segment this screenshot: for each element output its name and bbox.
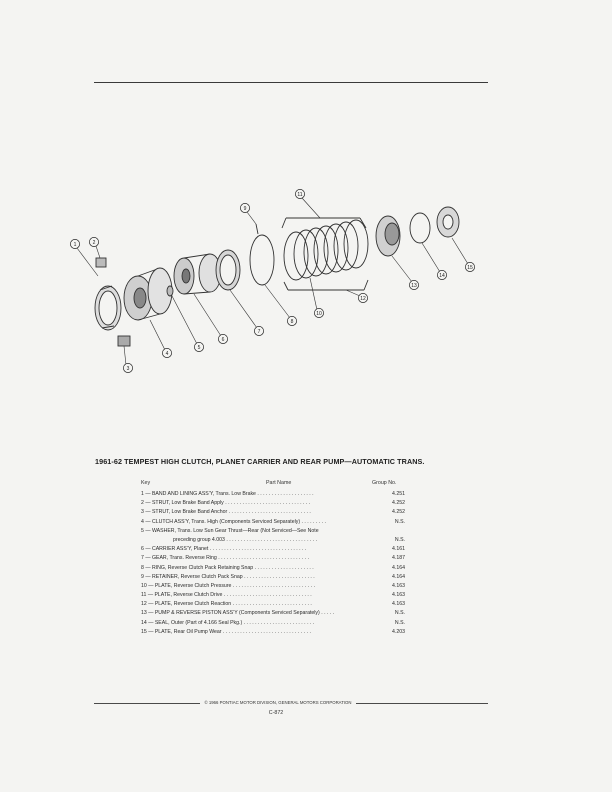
parts-row	[141, 619, 405, 628]
snap-retainer	[256, 224, 258, 234]
page-number: C-872	[268, 710, 284, 716]
part-description: 9 — RETAINER, Reverse Clutch Pack Snap . . . . . . . . . . . . . . . . . . . . . . . . .	[141, 573, 315, 580]
parts-row	[141, 564, 405, 573]
callout-number: 3	[126, 365, 130, 372]
callout-number: 4	[165, 350, 169, 357]
part-description: 2 — STRUT, Low Brake Band Apply . . . . . . . . . . . . . . . . . . . . . . . . . . . . . .	[141, 500, 311, 507]
part-group-number: 4.163	[392, 582, 405, 589]
copyright-footer: © 1966 PONTIAC MOTOR DIVISION, GENERAL MOTORS CORPORATION	[204, 700, 352, 705]
callout-number: 9	[243, 205, 247, 212]
part-description: 12 — PLATE, Reverse Clutch Reaction . . . . . . . . . . . . . . . . . . . . . . . . . . . .	[141, 601, 312, 608]
part-group-number: 4.163	[392, 601, 405, 608]
parts-row	[141, 591, 405, 600]
strut-apply	[96, 258, 106, 267]
retaining-snap-ring	[250, 235, 274, 285]
column-header-group-no: Group No.	[372, 480, 397, 486]
callout-number: 5	[197, 344, 201, 351]
callout-number: 6	[221, 336, 225, 343]
reverse-ring-gear	[216, 250, 240, 290]
parts-row	[141, 582, 405, 591]
part-description: 1 — BAND AND LINING ASS’Y, Trans. Low Brake . . . . . . . . . . . . . . . . . . . .	[141, 491, 314, 497]
part-description: 7 — GEAR, Trans. Reverse Ring . . . . . . . . . . . . . . . . . . . . . . . . . . . . . . . .	[141, 555, 310, 562]
callout-number: 11	[297, 191, 303, 198]
footer-rule-left	[94, 703, 200, 704]
rear-pump-wear-plate	[437, 207, 459, 237]
figure-caption: 1961-62 TEMPEST HIGH CLUTCH, PLANET CARRIER AND REAR PUMP—AUTOMATIC TRANS.	[95, 457, 425, 466]
part-description: 6 — CARRIER ASS’Y, Planet . . . . . . . . . . . . . . . . . . . . . . . . . . . . . . . . . .	[141, 546, 307, 553]
part-description: 5 — WASHER, Trans. Low Sun Gear Thrust—Rear (Not Serviced—See Note	[141, 527, 319, 534]
part-description: 10 — PLATE, Reverse Clutch Pressure . . . . . . . . . . . . . . . . . . . . . . . . . . . . .	[141, 582, 316, 589]
column-header-key: Key	[141, 480, 151, 486]
parts-row	[141, 499, 405, 508]
footer-rule-right	[356, 703, 488, 704]
callout-number: 14	[439, 272, 445, 279]
parts-row	[141, 545, 405, 554]
parts-row	[141, 490, 405, 499]
part-group-number: 4.164	[392, 564, 405, 571]
parts-row	[141, 554, 405, 563]
part-group-number: N.S.	[394, 518, 405, 525]
part-description: 13 — PUMP & REVERSE PISTON ASS’Y (Components Serviced Separately) . . . . .	[141, 610, 335, 617]
part-group-number: 4.251	[392, 491, 405, 497]
callout-number: 15	[467, 264, 473, 271]
parts-row	[141, 508, 405, 517]
exploded-view-illustration	[60, 188, 490, 378]
part-description: preceding group 4.003 . . . . . . . . . . . . . . . . . . . . . . . . . . . . . . . .	[173, 536, 318, 543]
clutch-plates	[282, 218, 368, 290]
callout-number: 10	[316, 310, 322, 317]
part-description: 4 — CLUTCH ASS’Y, Trans. High (Components Serviced Separately) . . . . . . . . .	[141, 518, 326, 525]
part-group-number: 4.163	[392, 592, 405, 599]
part-group-number: 4.252	[392, 500, 405, 507]
parts-list	[141, 490, 405, 637]
part-group-number: 4.203	[392, 628, 405, 635]
parts-row	[141, 536, 405, 545]
pump-reverse-piston	[376, 216, 400, 256]
part-group-number: N.S.	[394, 536, 405, 543]
parts-row	[141, 527, 405, 536]
part-description: 8 — RING, Reverse Clutch Pack Retaining Snap . . . . . . . . . . . . . . . . . . . . .	[141, 564, 314, 571]
part-group-number: 4.164	[392, 573, 405, 580]
top-rule	[94, 82, 488, 83]
high-clutch	[124, 268, 172, 320]
parts-row	[141, 600, 405, 609]
thrust-washer	[167, 286, 173, 296]
part-group-number: 4.187	[392, 555, 405, 562]
parts-row	[141, 628, 405, 637]
callout-number: 2	[92, 239, 96, 246]
callout-number: 12	[360, 295, 366, 302]
parts-row	[141, 518, 405, 527]
band-and-lining	[95, 286, 121, 330]
callout-number: 13	[411, 282, 417, 289]
planet-carrier	[174, 254, 221, 294]
part-description: 15 — PLATE, Rear Oil Pump Wear . . . . . . . . . . . . . . . . . . . . . . . . . . . . . . .	[141, 628, 311, 635]
callout-number: 8	[290, 318, 294, 325]
callout-number: 1	[73, 241, 77, 248]
part-group-number: N.S.	[394, 619, 405, 626]
callout-number: 7	[257, 328, 261, 335]
part-description: 14 — SEAL, Outer (Part of 4.166 Seal Pkg.) . . . . . . . . . . . . . . . . . . . . . . . . .	[141, 619, 315, 626]
column-header-part-name: Part Name	[266, 480, 292, 486]
part-group-number: N.S.	[394, 610, 405, 617]
strut-anchor	[118, 336, 130, 346]
part-description: 11 — PLATE, Reverse Clutch Drive . . . . . . . . . . . . . . . . . . . . . . . . . . . . . . .	[141, 592, 312, 599]
part-description: 3 — STRUT, Low Brake Band Anchor . . . . . . . . . . . . . . . . . . . . . . . . . . . . .	[141, 509, 311, 516]
part-group-number: 4.161	[392, 546, 405, 553]
parts-row	[141, 573, 405, 582]
parts-row	[141, 609, 405, 618]
outer-seal	[410, 213, 430, 243]
part-group-number: 4.252	[392, 509, 405, 516]
